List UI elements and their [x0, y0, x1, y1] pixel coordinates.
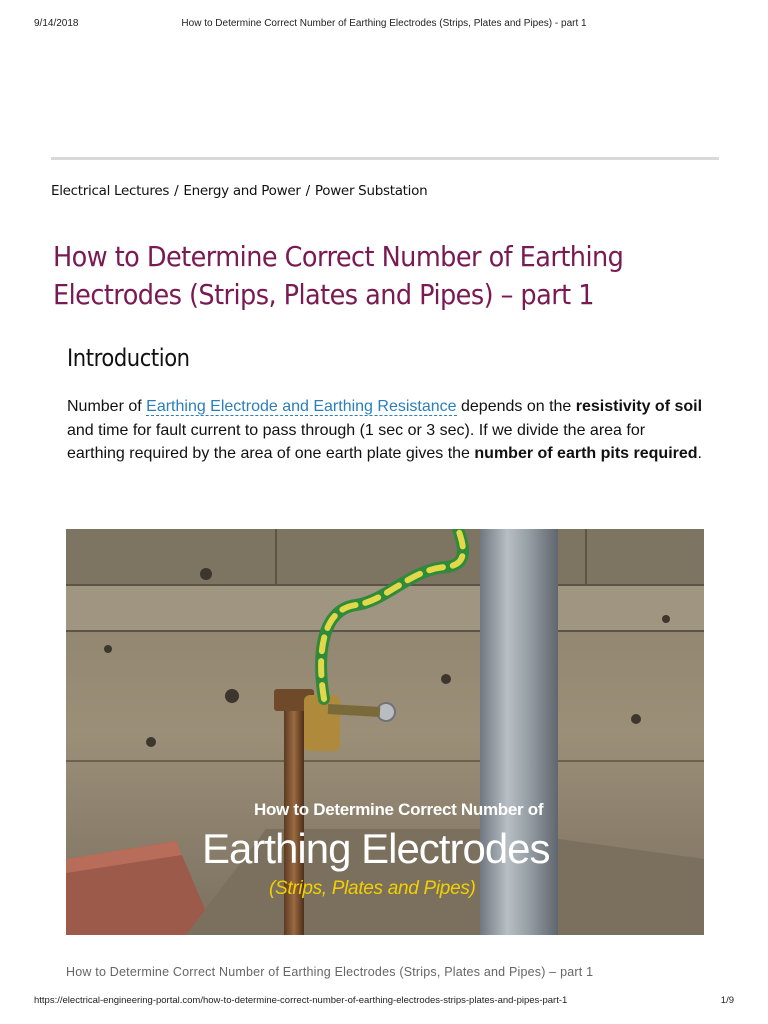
breadcrumb-power-substation[interactable]: Power Substation [314, 183, 428, 199]
intro-bold-resistivity: resistivity of soil [575, 398, 703, 415]
photo-overlay-line3: (Strips, Plates and Pipes) [269, 878, 476, 899]
section-heading-introduction: Introduction [67, 344, 190, 372]
intro-bold-earth-pits: number of earth pits required [474, 445, 698, 462]
photo-overlay-line2: Earthing Electrodes [202, 825, 550, 872]
print-title: How to Determine Correct Number of Earthing Electrodes (Strips, Plates and Pipes) - part 1 [181, 18, 587, 29]
print-url: https://electrical-engineering-portal.com/how-to-determine-correct-number-of-earthing-electrodes-strips-plates-and-pipes-part-1 [34, 995, 568, 1006]
earthing-electrode-link[interactable]: Earthing Electrode and Earthing Resistance [146, 398, 457, 415]
breadcrumb-energy-and-power[interactable]: Energy and Power [183, 183, 301, 199]
figure-caption: How to Determine Correct Number of Earthing Electrodes (Strips, Plates and Pipes) – part 1 [66, 965, 594, 979]
page-title: How to Determine Correct Number of Earthing Electrodes (Strips, Plates and Pipes) – part 1 [53, 241, 624, 311]
intro-text: and time for fault current to pass through (1 sec or 3 sec). If we divide the area for earthing required by the area of one earth plate gives the [67, 421, 646, 462]
breadcrumb-electrical-lectures[interactable]: Electrical Lectures [51, 183, 170, 199]
intro-text: . [697, 445, 702, 462]
breadcrumb-separator: / [305, 183, 310, 199]
intro-text: depends on the [456, 398, 576, 415]
print-footer [0, 995, 768, 1009]
intro-text: Number of [67, 398, 147, 415]
print-page-number: 1/9 [720, 995, 734, 1006]
earthing-electrode-photo [66, 529, 704, 935]
print-header [0, 18, 768, 32]
photo-overlay-line1: How to Determine Correct Number of [254, 800, 544, 819]
intro-paragraph [67, 395, 707, 466]
print-date: 9/14/2018 [34, 18, 79, 29]
breadcrumb [51, 183, 427, 199]
header-divider [51, 157, 719, 160]
breadcrumb-separator: / [174, 183, 179, 199]
